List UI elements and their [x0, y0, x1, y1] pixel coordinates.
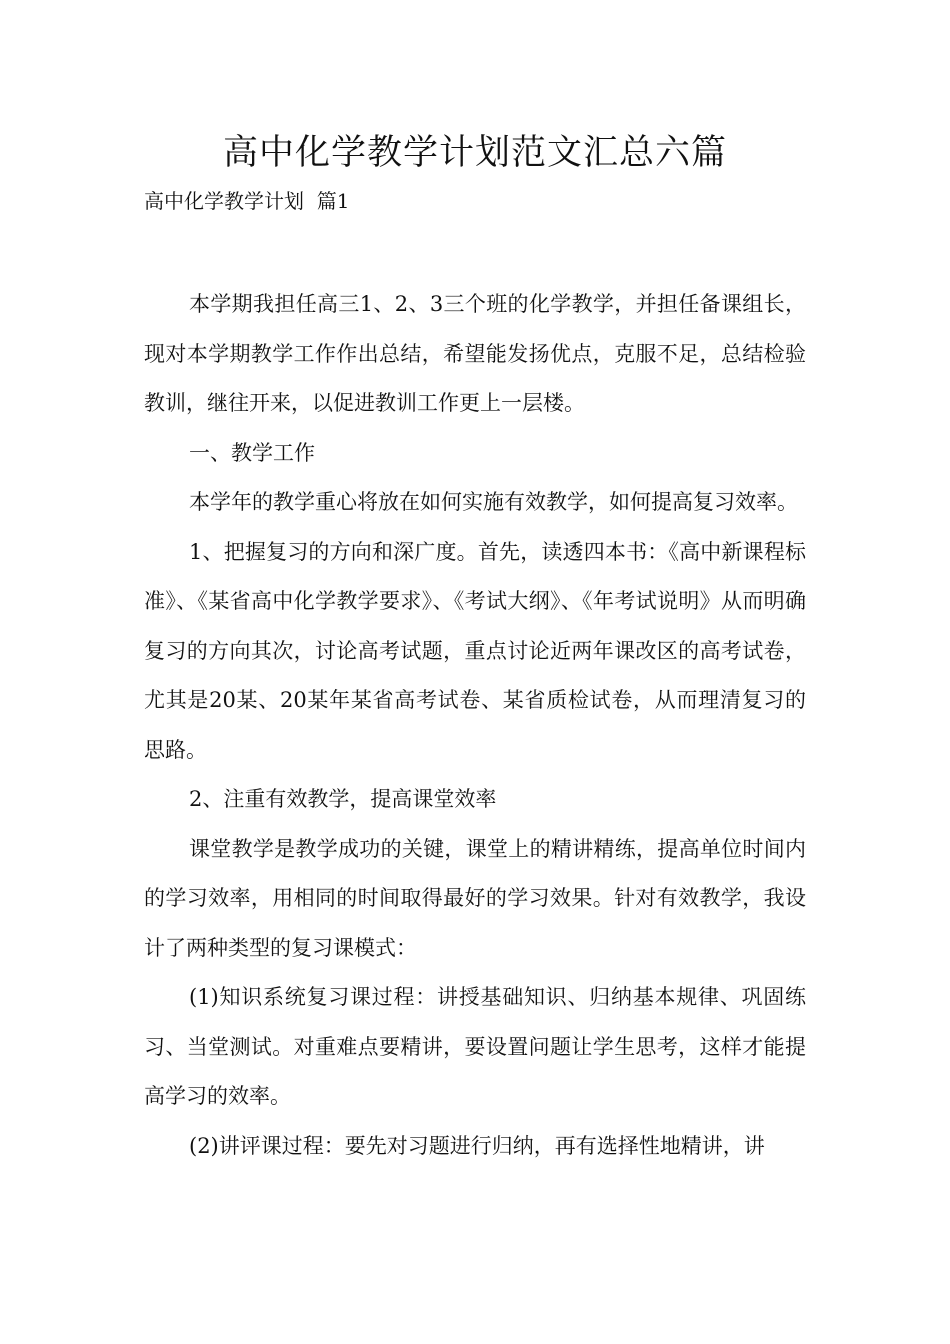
heading-effective-teaching: 2、注重有效教学，提高课堂效率: [189, 787, 497, 811]
paragraph-classroom: 课堂教学是教学成功的关键，课堂上的精讲精练，提高单位时间内的学习效率，用相同的时间取得最好的学习效果。针对有效教学，我设计了两种类型的复习课模式：: [144, 836, 806, 960]
paragraph-intro: 本学期我担任高三1、2、3三个班的化学教学，并担任备课组长，现对本学期教学工作作出总结，希望能发扬优点，克服不足，总结检验教训，继往开来，以促进教训工作更上一层楼。: [144, 292, 806, 415]
document-title: 高中化学教学计划范文汇总六篇: [222, 133, 727, 173]
paragraph-knowledge-review: (1)知识系统复习课过程：讲授基础知识、归纳基本规律、巩固练习、当堂测试。对重难点要精讲，要设置问题让学生思考，这样才能提高学习的效率。: [144, 985, 806, 1108]
section-subtitle: 高中化学教学计划 篇1: [144, 189, 350, 213]
paragraph-review-direction: 1、把握复习的方向和深广度。首先，读透四本书：《高中新课程标准》、《某省高中化学教学要求》、《考试大纲》、《年考试说明》从而明确复习的方向其次，讨论高考试题，重点讨论近两年课改区的高考试卷，尤其是20某、20某年某省高考试卷、某省质检试卷，从而理清复习的思路。: [144, 539, 806, 762]
heading-teaching-work: 一、教学工作: [189, 440, 315, 465]
document-body: [144, 280, 806, 1171]
paragraph-lecture-review: (2)讲评课过程：要先对习题进行归纳，再有选择性地精讲，讲: [189, 1133, 765, 1158]
paragraph-focus: 本学年的教学重心将放在如何实施有效教学，如何提高复习效率。: [189, 490, 798, 514]
